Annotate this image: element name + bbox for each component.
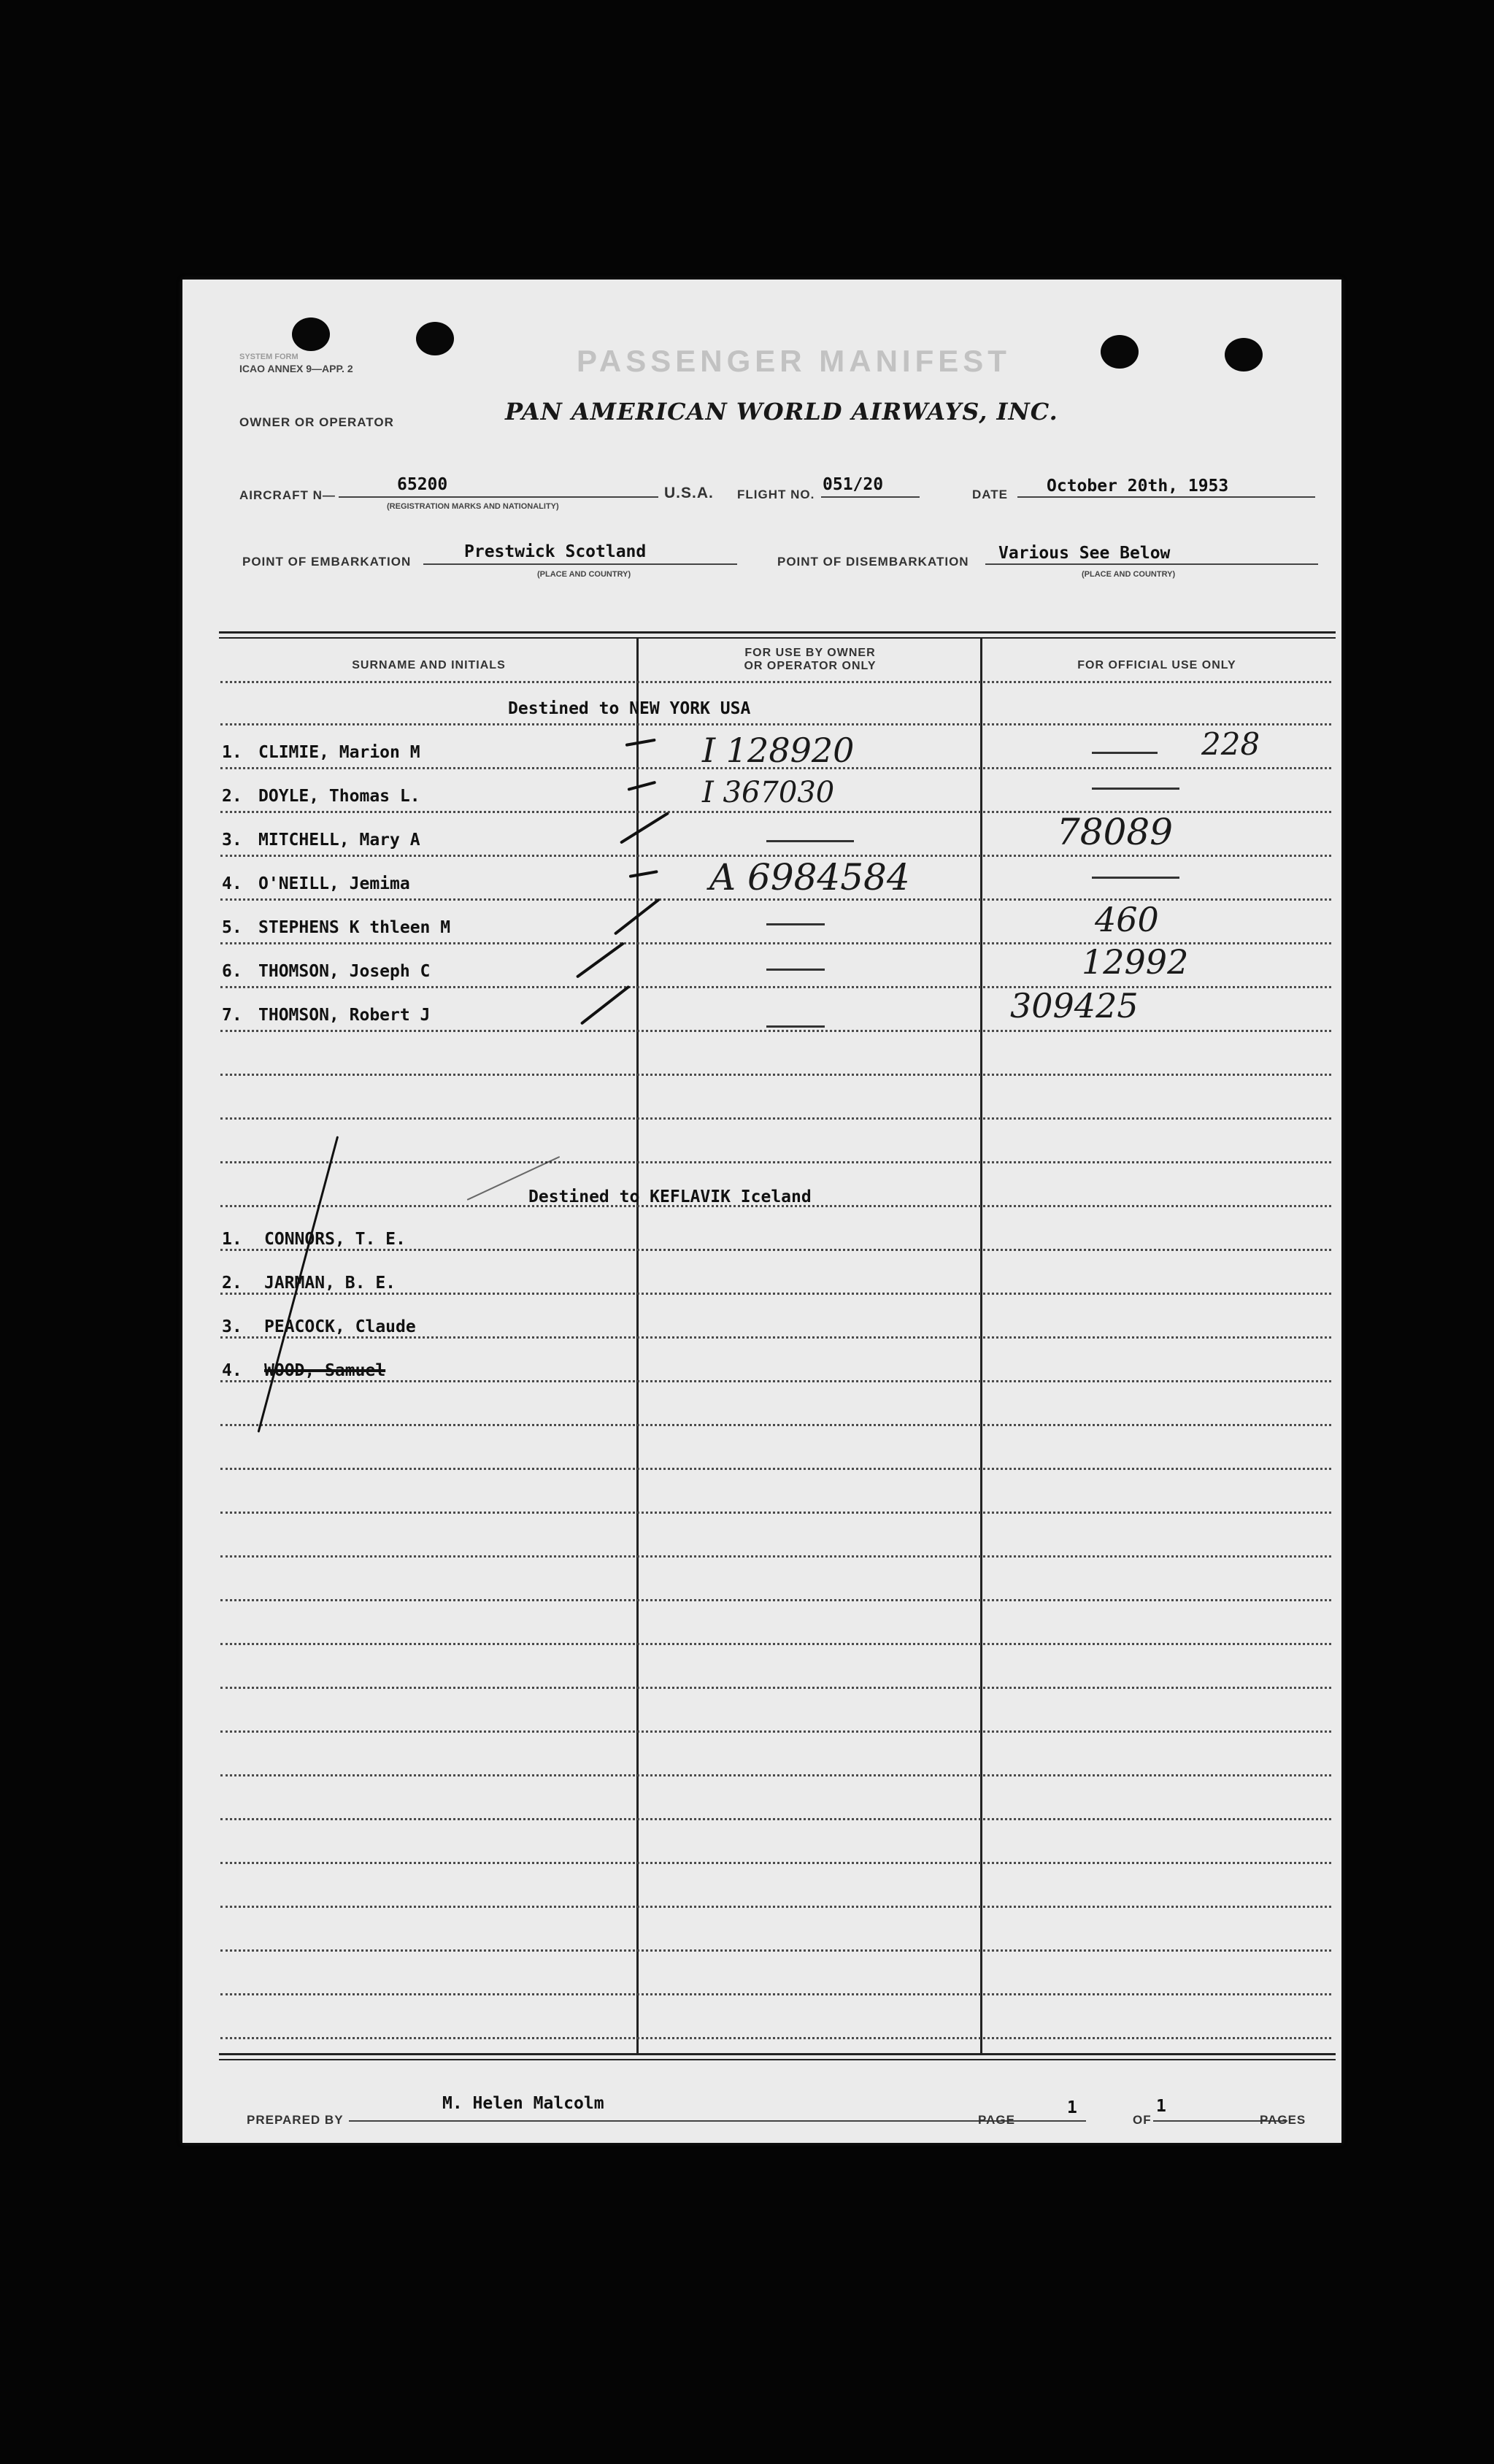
official-entry: 460 [1095, 900, 1159, 939]
operator-entry: A 6984584 [709, 856, 910, 898]
official-entry: 78089 [1057, 811, 1174, 853]
passenger-name: MITCHELL, Mary A [258, 831, 420, 850]
row-number: 6. [222, 962, 242, 981]
operator-entry: I 367030 [702, 776, 835, 809]
row-number: 1. [222, 743, 242, 762]
passenger-name: THOMSON, Robert J [258, 1006, 431, 1025]
row-number: 4. [222, 1361, 242, 1380]
row-number: 3. [222, 831, 242, 850]
date-label: DATE [972, 488, 1009, 501]
group1-heading: Destined to NEW YORK USA [508, 699, 751, 718]
pages-label: PAGES [1260, 2113, 1306, 2127]
row-number: 3. [222, 1317, 242, 1336]
group2-heading: Destined to KEFLAVIK Iceland [528, 1187, 812, 1206]
passenger-name: DOYLE, Thomas L. [258, 787, 420, 806]
owner-label: OWNER OR OPERATOR [239, 415, 394, 429]
row-number: 2. [222, 787, 242, 806]
embark-value: Prestwick Scotland [464, 542, 647, 561]
punch-hole [1225, 338, 1263, 371]
official-entry: 12992 [1082, 942, 1189, 982]
disembark-label: POINT OF DISEMBARKATION [777, 555, 969, 569]
form-title: PASSENGER MANIFEST [577, 344, 1011, 378]
passenger-name: THOMSON, Joseph C [258, 962, 431, 981]
of-value: 1 [1156, 2097, 1166, 2116]
prepared-value: M. Helen Malcolm [442, 2094, 604, 2113]
disembark-value: Various See Below [998, 544, 1171, 563]
row-number: 4. [222, 874, 242, 893]
aircraft-value: 65200 [397, 475, 448, 494]
col-header-operator-2: OR OPERATOR ONLY [744, 660, 877, 672]
of-label: OF [1133, 2113, 1152, 2127]
row-number: 5. [222, 918, 242, 937]
col-header-official: FOR OFFICIAL USE ONLY [1077, 659, 1236, 671]
passenger-name: PEACOCK, Claude [264, 1317, 416, 1336]
manifest-sheet [182, 280, 1341, 2143]
flight-value: 051/20 [823, 475, 884, 494]
col-header-surname: SURNAME AND INITIALS [352, 659, 506, 671]
operator-entry: I 128920 [702, 731, 855, 770]
passenger-name: CONNORS, T. E. [264, 1230, 406, 1249]
embark-label: POINT OF EMBARKATION [242, 555, 412, 569]
nationality: U.S.A. [664, 485, 714, 501]
flight-label: FLIGHT NO. [737, 488, 815, 501]
row-number: 7. [222, 1006, 242, 1025]
punch-hole [416, 322, 454, 355]
passenger-name: JARMAN, B. E. [264, 1274, 396, 1293]
row-number: 2. [222, 1274, 242, 1293]
row-number: 1. [222, 1230, 242, 1249]
col-header-operator-1: FOR USE BY OWNER [744, 647, 876, 659]
page-value: 1 [1067, 2098, 1077, 2117]
aircraft-label: AIRCRAFT N— [239, 488, 336, 502]
passenger-name-struck: WOOD, Samuel [264, 1361, 386, 1380]
page-label: PAGE [978, 2113, 1015, 2127]
disembark-sub: (PLACE AND COUNTRY) [1082, 570, 1176, 579]
owner-value: PAN AMERICAN WORLD AIRWAYS, INC. [505, 398, 1058, 426]
official-entry: 228 [1201, 726, 1260, 762]
passenger-name: O'NEILL, Jemima [258, 874, 410, 893]
date-value: October 20th, 1953 [1047, 477, 1229, 496]
passenger-name: STEPHENS K thleen M [258, 918, 451, 937]
prepared-label: PREPARED BY [247, 2113, 344, 2127]
official-entry: 309425 [1010, 986, 1139, 1025]
passenger-name: CLIMIE, Marion M [258, 743, 420, 762]
aircraft-sub: (REGISTRATION MARKS AND NATIONALITY) [387, 502, 559, 511]
embark-sub: (PLACE AND COUNTRY) [537, 570, 631, 579]
form-ref-line2: ICAO ANNEX 9—APP. 2 [239, 363, 353, 374]
punch-hole [292, 317, 330, 351]
punch-hole [1101, 335, 1139, 369]
form-ref-line1: SYSTEM FORM [239, 353, 299, 361]
